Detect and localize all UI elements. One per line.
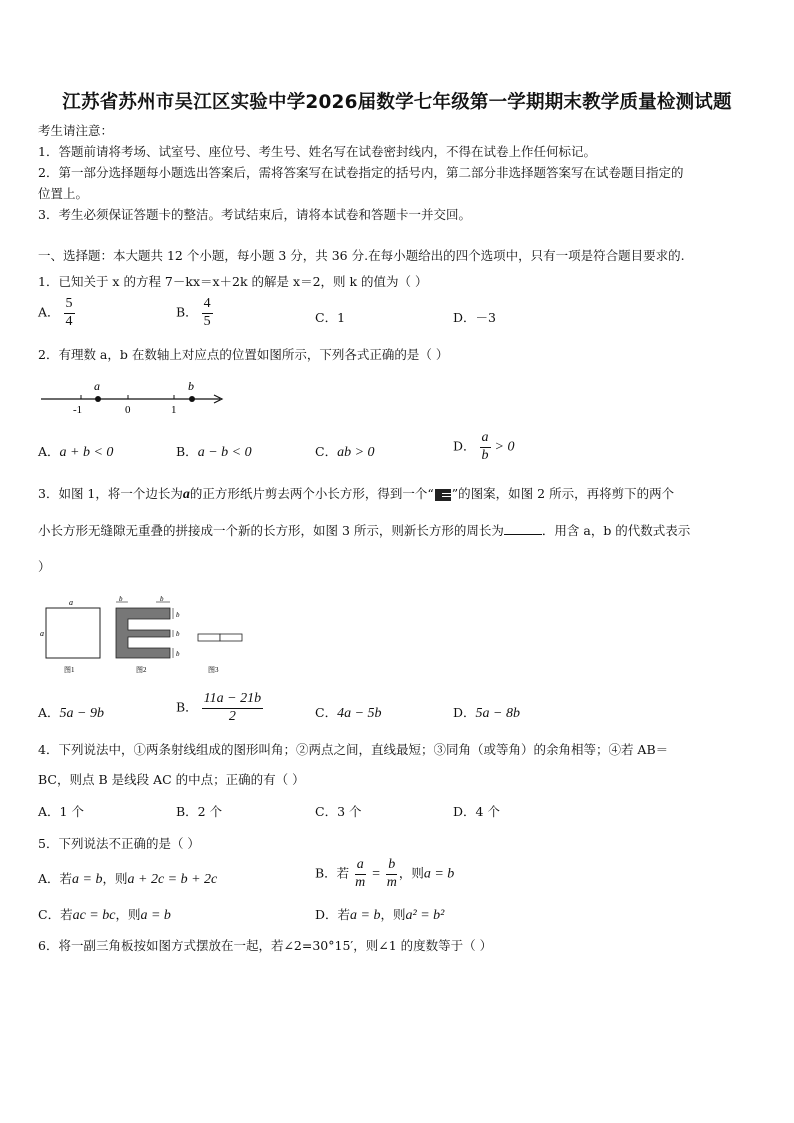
option-label: B． bbox=[176, 304, 198, 320]
q4-option-a[interactable]: A．1 个 bbox=[38, 804, 84, 819]
figure-2-shape bbox=[116, 608, 170, 658]
fraction bbox=[64, 297, 75, 329]
q3-option-c[interactable] bbox=[315, 703, 382, 722]
label-a: a bbox=[69, 598, 73, 607]
section-heading: 一、选择题：本大题共 12 个小题，每小题 3 分，共 36 分.在每小题给出的四个选项中，只有一项是符合题目要求的. bbox=[38, 248, 685, 263]
figure-caption: 图1 bbox=[64, 666, 75, 674]
label-b: b bbox=[176, 650, 180, 658]
text: 3．如图 1，将一个边长为 bbox=[38, 486, 183, 501]
label-b: b bbox=[160, 595, 164, 603]
q3-option-a[interactable] bbox=[38, 703, 104, 722]
numerator: a bbox=[480, 431, 491, 448]
notice-item: 1．答题前请将考场、试室号、座位号、考生号、姓名写在试卷密封线内，不得在试卷上作任何标记。 bbox=[38, 144, 596, 159]
text: ，则 bbox=[115, 907, 141, 922]
numerator: 4 bbox=[202, 297, 213, 314]
q3-figures bbox=[38, 594, 248, 678]
q4-option-c[interactable]: C．3 个 bbox=[315, 804, 362, 819]
q5-option-c[interactable] bbox=[38, 905, 171, 924]
q5-stem: 5．下列说法不正确的是（ ） bbox=[38, 836, 200, 851]
q1-option-b[interactable] bbox=[176, 297, 213, 329]
denominator: 5 bbox=[203, 313, 211, 329]
option-label: B． bbox=[176, 699, 198, 715]
label-a: a bbox=[40, 629, 44, 638]
q3-line2 bbox=[38, 521, 690, 539]
q4-option-d[interactable]: D．4 个 bbox=[453, 804, 500, 819]
option-label: D． bbox=[453, 438, 476, 454]
option-label: A． bbox=[38, 444, 60, 459]
denominator: m bbox=[355, 874, 366, 890]
label-a: a bbox=[94, 379, 100, 393]
text: ”的图案，如图 2 所示，再将剪下的两个 bbox=[451, 486, 675, 501]
q2-stem: 2．有理数 a，b 在数轴上对应点的位置如图所示，下列各式正确的是（ ） bbox=[38, 347, 449, 362]
numerator: b bbox=[386, 858, 397, 875]
notice-item: 2．第一部分选择题每小题选出答案后，需将答案写在试卷指定的括号内，第二部分非选择题答案写在试卷题目指定的 bbox=[38, 165, 684, 180]
fraction bbox=[480, 431, 491, 463]
numerator: a bbox=[355, 858, 366, 875]
q1-option-c[interactable]: C．1 bbox=[315, 310, 346, 325]
numerator: 11a − 21b bbox=[202, 692, 263, 709]
q3-line1 bbox=[38, 484, 674, 503]
point-a bbox=[95, 396, 101, 402]
variable: a bbox=[182, 487, 190, 502]
answer-blank[interactable] bbox=[504, 523, 542, 535]
figure-3-rect-left bbox=[198, 634, 220, 641]
math-expression: a = b bbox=[423, 866, 455, 882]
tick-label: 1 bbox=[171, 404, 177, 416]
option-label: C． bbox=[315, 705, 338, 720]
q3-option-d[interactable] bbox=[453, 703, 520, 722]
point-b bbox=[189, 396, 195, 402]
notice-item: 位置上。 bbox=[38, 186, 89, 201]
denominator: m bbox=[386, 874, 397, 890]
denominator: 2 bbox=[228, 708, 236, 724]
option-label: D．若 bbox=[315, 907, 351, 922]
fraction bbox=[353, 858, 367, 890]
q2-option-d[interactable] bbox=[453, 431, 514, 463]
figure-caption: 图3 bbox=[208, 666, 219, 674]
text: ．用含 a，b 的代数式表示 bbox=[541, 523, 691, 538]
fraction bbox=[202, 692, 263, 724]
option-label: A． bbox=[38, 304, 60, 320]
option-label: A．若 bbox=[38, 871, 73, 886]
q3-option-b[interactable] bbox=[176, 692, 263, 724]
math-expression: > 0 bbox=[494, 439, 515, 455]
fraction bbox=[202, 297, 213, 329]
label-b: b bbox=[176, 611, 180, 619]
number-line-figure bbox=[38, 376, 228, 418]
text: 的正方形纸片剪去两个小长方形，得到一个“ bbox=[189, 486, 434, 501]
text: 小长方形无缝隙无重叠的拼接成一个新的长方形，如图 3 所示，则新长方形的周长为 bbox=[38, 523, 504, 538]
q4-option-b[interactable]: B．2 个 bbox=[176, 804, 223, 819]
tick-label: -1 bbox=[73, 404, 83, 416]
text: ，则 bbox=[102, 871, 128, 886]
fraction bbox=[385, 858, 399, 890]
math-expression: ab > 0 bbox=[337, 445, 375, 460]
label-b: b bbox=[176, 630, 180, 638]
text: ，则 bbox=[380, 907, 406, 922]
page-title: 江苏省苏州市吴江区实验中学2026届数学七年级第一学期期末教学质量检测试题 bbox=[62, 92, 732, 113]
e-shape-icon bbox=[434, 488, 452, 502]
math-expression: 5a − 9b bbox=[59, 706, 104, 721]
math-expression: a = b bbox=[140, 908, 171, 923]
label-b: b bbox=[188, 379, 194, 393]
notice-item: 3．考生必须保证答题卡的整洁。考试结束后，请将本试卷和答题卡一并交回。 bbox=[38, 207, 471, 222]
q5-option-b[interactable] bbox=[315, 858, 454, 890]
q3-line3: ） bbox=[38, 559, 51, 574]
q2-option-c[interactable] bbox=[315, 442, 375, 461]
q4-line1: 4．下列说法中，①两条射线组成的图形叫角；②两点之间，直线最短；③同角（或等角）的余角相等；④若 AB＝ bbox=[38, 742, 669, 757]
math-expression: 4a − 5b bbox=[337, 706, 382, 721]
math-expression: 5a − 8b bbox=[475, 706, 520, 721]
option-label: C．若 bbox=[38, 907, 73, 922]
q1-option-a[interactable] bbox=[38, 297, 75, 329]
math-expression: a − b < 0 bbox=[197, 445, 252, 460]
q1-option-d[interactable]: D．－3 bbox=[453, 310, 496, 325]
figure-3-rect-right bbox=[220, 634, 242, 641]
label-b: b bbox=[119, 595, 123, 603]
q5-option-d[interactable] bbox=[315, 905, 444, 924]
option-label: B．若 bbox=[315, 865, 350, 881]
figure-1-square bbox=[46, 608, 100, 658]
denominator: 4 bbox=[65, 313, 73, 329]
math-expression: a = b bbox=[350, 908, 381, 923]
equals-sign: = bbox=[371, 866, 381, 882]
tick-label: 0 bbox=[125, 404, 131, 416]
option-label: A． bbox=[38, 705, 60, 720]
math-expression: ac = bc bbox=[72, 908, 116, 923]
math-expression: a + 2c = b + 2c bbox=[127, 872, 218, 887]
text: ，则 bbox=[398, 865, 424, 881]
math-expression: a + b < 0 bbox=[59, 445, 114, 460]
q2-option-a[interactable] bbox=[38, 442, 113, 461]
denominator: b bbox=[481, 447, 489, 463]
option-label: C． bbox=[315, 444, 338, 459]
figure-caption: 图2 bbox=[136, 666, 147, 674]
q2-option-b[interactable] bbox=[176, 442, 252, 461]
math-expression: a = b bbox=[72, 872, 103, 887]
q1-stem: 1．已知关于 x 的方程 7－kx＝x＋2k 的解是 x＝2，则 k 的值为（ ） bbox=[38, 274, 428, 289]
q5-option-a[interactable] bbox=[38, 869, 217, 888]
q4-line2: BC，则点 B 是线段 AC 的中点；正确的有（ ） bbox=[38, 772, 305, 787]
q6-stem: 6．将一副三角板按如图方式摆放在一起，若∠2=30°15′，则∠1 的度数等于（ ） bbox=[38, 938, 493, 953]
option-label: D． bbox=[453, 705, 476, 720]
numerator: 5 bbox=[64, 297, 75, 314]
notice-heading: 考生请注意： bbox=[38, 123, 114, 138]
option-label: B． bbox=[176, 444, 198, 459]
math-expression: a² = b² bbox=[405, 908, 445, 923]
